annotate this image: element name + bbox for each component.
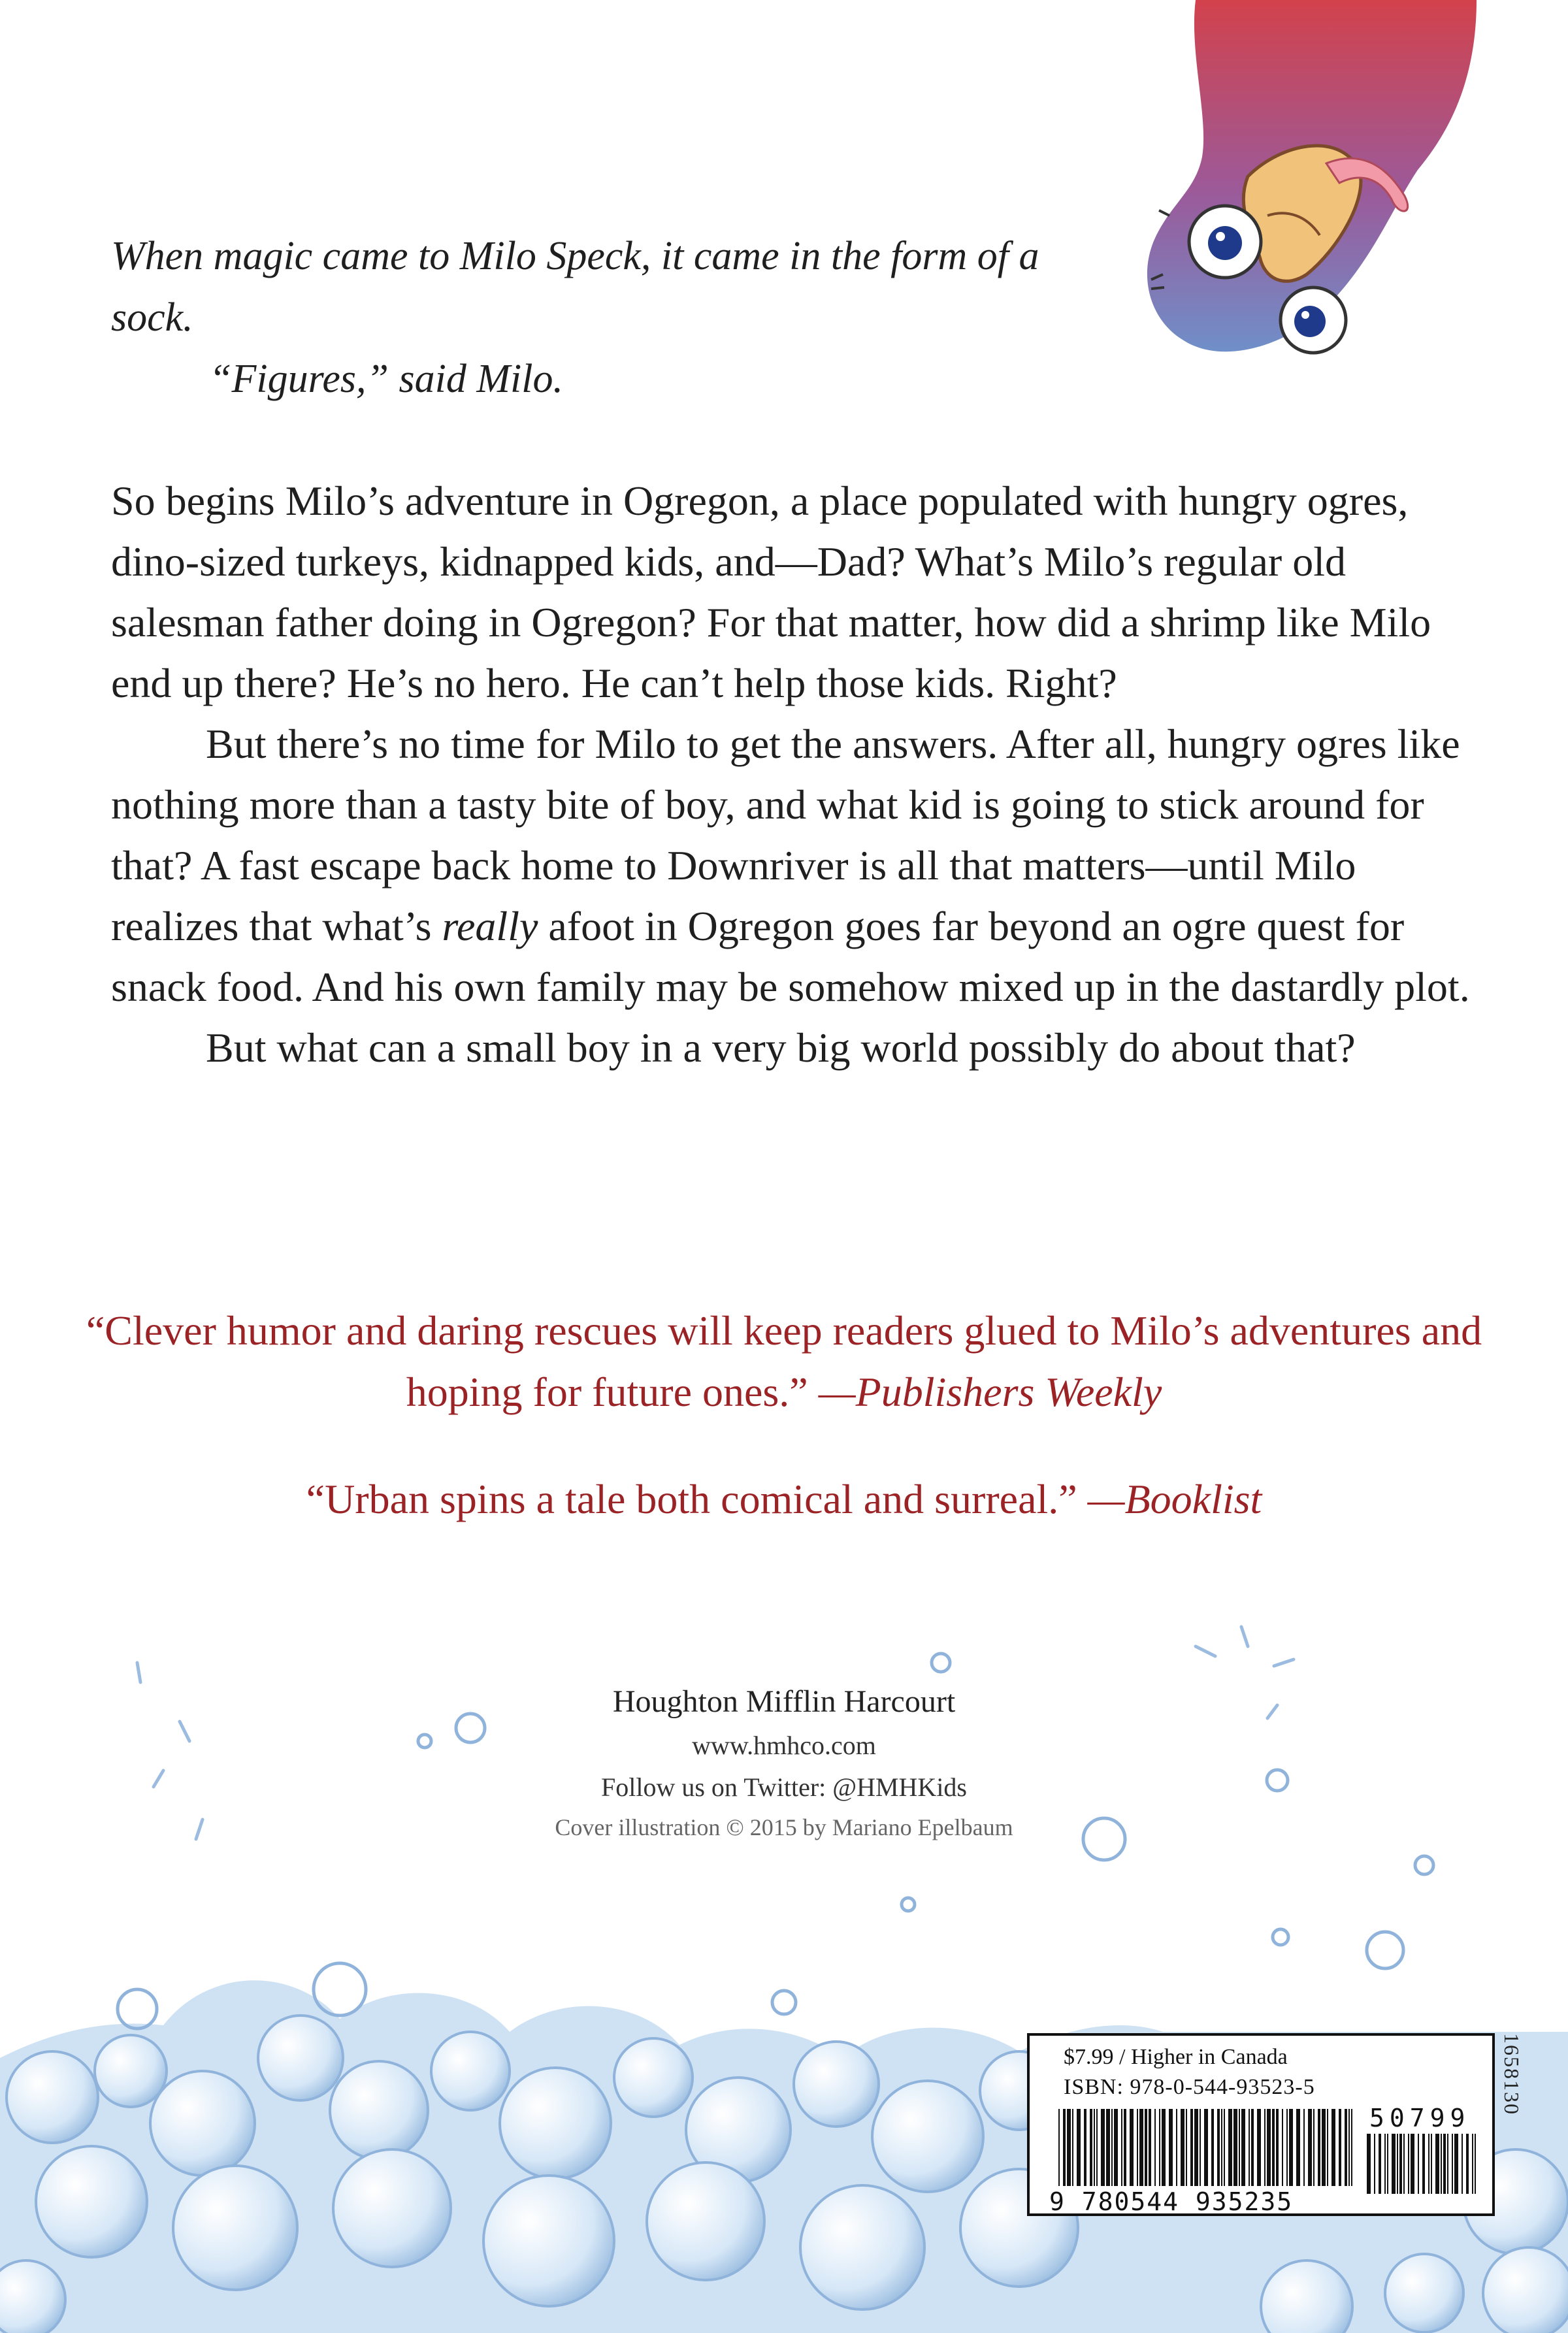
barcode-bar — [1379, 2134, 1381, 2194]
barcode-bar — [1313, 2109, 1315, 2186]
barcode-bar — [1145, 2109, 1147, 2186]
barcode-bar — [1318, 2109, 1320, 2186]
barcode-bar — [1303, 2109, 1305, 2186]
barcode-bar — [1224, 2109, 1225, 2186]
barcode-bar — [1190, 2109, 1193, 2186]
barcode-bar — [1217, 2109, 1220, 2186]
barcode-bar — [1181, 2109, 1184, 2186]
blurb-paragraph-2-end: afoot in Ogregon goes far beyond an ogre quest for snack food. And his own family may be somehow mixed up in the dastardly plot. — [111, 903, 1470, 1010]
review-source: —Publishers Weekly — [818, 1369, 1162, 1415]
addon-barcode-digits: 50799 — [1369, 2104, 1471, 2132]
barcode-bar — [1441, 2134, 1442, 2194]
barcode-bar — [1447, 2134, 1448, 2194]
barcode-bar — [1130, 2109, 1134, 2186]
barcode-bar — [1149, 2109, 1151, 2186]
publisher-info — [392, 1679, 1176, 1846]
barcode-bar — [1072, 2109, 1073, 2186]
barcode-bar — [1159, 2109, 1160, 2186]
barcode-bar — [1475, 2134, 1476, 2194]
barcode-bar — [1176, 2109, 1177, 2186]
publisher-name: Houghton Mifflin Harcourt — [612, 1684, 956, 1719]
barcode-bar — [1137, 2109, 1138, 2186]
vertical-product-code: 1658130 — [1500, 2033, 1524, 2115]
book-blurb — [111, 470, 1490, 1078]
barcode-bar — [1111, 2109, 1113, 2186]
barcode-bar — [1233, 2109, 1237, 2186]
review-quote-booklist — [78, 1469, 1490, 1530]
barcode-bar — [1466, 2134, 1469, 2194]
publisher-twitter: Follow us on Twitter: @HMHKids — [601, 1772, 967, 1802]
barcode-bar — [1452, 2134, 1453, 2194]
barcode-bar — [1399, 2134, 1402, 2194]
barcode-bar — [1139, 2109, 1143, 2186]
barcode-bar — [1322, 2109, 1326, 2186]
barcode-bar — [1272, 2109, 1275, 2186]
barcode-bar — [1084, 2109, 1086, 2186]
barcode-bar — [1204, 2109, 1208, 2186]
isbn-barcode — [1056, 2109, 1356, 2194]
barcode-bar — [1121, 2109, 1122, 2186]
cover-illustration-credit: Cover illustration © 2015 by Mariano Epelbaum — [555, 1814, 1013, 1840]
barcode-bar — [1308, 2109, 1312, 2186]
barcode-bar — [1063, 2109, 1066, 2186]
barcode-bar — [1367, 2134, 1371, 2194]
sock-character-illustration — [1111, 0, 1568, 392]
barcode-bar — [1211, 2109, 1214, 2186]
barcode-bar — [1241, 2109, 1245, 2186]
review-quote-text: “Clever humor and daring rescues will keep readers glued to Milo’s adventures and hoping for future ones.” — [86, 1307, 1482, 1415]
barcode-bar — [1239, 2109, 1240, 2186]
price-isbn-box — [1027, 2033, 1495, 2216]
barcode-bar — [1345, 2109, 1347, 2186]
barcode-bar — [1154, 2109, 1156, 2186]
barcode-bar — [1435, 2134, 1439, 2194]
barcode-bar — [1094, 2109, 1095, 2186]
barcode-bar — [1090, 2109, 1092, 2186]
barcode-bar — [1462, 2134, 1463, 2194]
barcode-bar — [1169, 2109, 1173, 2186]
barcode-bar — [1101, 2109, 1105, 2186]
opening-dialogue: “Figures,” said Milo. — [209, 357, 563, 401]
barcode-bar — [1096, 2109, 1098, 2186]
barcode-bar — [1124, 2109, 1126, 2186]
barcode-bar — [1339, 2109, 1341, 2186]
barcode-bar — [1418, 2134, 1419, 2194]
barcode-bar — [1422, 2134, 1425, 2194]
review-quotes — [78, 1300, 1490, 1576]
barcode-bar — [1327, 2109, 1328, 2186]
barcode-bar — [1384, 2134, 1386, 2194]
barcode-bar — [1408, 2134, 1409, 2194]
barcode-bar — [1228, 2109, 1232, 2186]
barcode-bar — [1397, 2134, 1398, 2194]
barcode-bar — [1186, 2109, 1187, 2186]
barcode-bar — [1251, 2109, 1254, 2186]
barcode-bar — [1296, 2109, 1300, 2186]
barcode-bar — [1351, 2109, 1352, 2186]
barcode-bar — [1276, 2109, 1279, 2186]
barcode-bar — [1114, 2109, 1118, 2186]
barcode-bar — [1403, 2134, 1405, 2194]
barcode-bar — [1106, 2109, 1110, 2186]
publisher-website: www.hmhco.com — [692, 1731, 876, 1760]
barcode-bar — [1472, 2134, 1473, 2194]
barcode-digits: 9 780544 935235 — [1049, 2187, 1294, 2216]
barcode-bar — [1331, 2109, 1335, 2186]
barcode-bar — [1374, 2134, 1375, 2194]
barcode-bar — [1194, 2109, 1198, 2186]
isbn-label: ISBN: 978-0-544-93523-5 — [1064, 2075, 1315, 2099]
price-addon-barcode — [1364, 2134, 1483, 2194]
blurb-paragraph-3: But what can a small boy in a very big world possibly do about that? — [206, 1024, 1356, 1071]
barcode-bar — [1264, 2109, 1266, 2186]
blurb-paragraph-2-start: But there’s no time for Milo to get the answers. After all, hungry ogres like nothing more than a tasty bite of boy, and what kid is going to stick around for that? A fast escape back home to Downriver is all that matters—until Milo realizes that what’s — [111, 721, 1460, 949]
barcode-bar — [1431, 2134, 1432, 2194]
review-source: —Booklist — [1087, 1476, 1262, 1522]
barcode-bar — [1267, 2109, 1271, 2186]
barcode-bar — [1282, 2109, 1283, 2186]
barcode-bar — [1286, 2109, 1288, 2186]
blurb-paragraph-1: So begins Milo’s adventure in Ogregon, a place populated with hungry ogres, dino-sized turkeys, kidnapped kids, and—Dad? What’s Milo’s regular old salesman father doing in Ogregon? For that matter, how did a shrimp like Milo end up there? He’s no hero. He can’t help those kids. Right? — [111, 478, 1431, 706]
barcode-bar — [1200, 2109, 1201, 2186]
barcode-bar — [1058, 2109, 1060, 2186]
barcode-bar — [1067, 2109, 1071, 2186]
barcode-bar — [1257, 2109, 1261, 2186]
barcode-bar — [1162, 2109, 1166, 2186]
barcode-bar — [1387, 2134, 1388, 2194]
barcode-bar — [1454, 2134, 1458, 2194]
review-quote-text: “Urban spins a tale both comical and surreal.” — [306, 1476, 1088, 1522]
blurb-emphasis: really — [442, 903, 538, 949]
opening-line: When magic came to Milo Speck, it came in the form of a sock. — [111, 234, 1039, 340]
barcode-bar — [1289, 2109, 1293, 2186]
price-label: $7.99 / Higher in Canada — [1064, 2045, 1288, 2069]
blurb-paragraph-2 — [111, 713, 1490, 1017]
barcode-bar — [1221, 2109, 1222, 2186]
opening-excerpt — [111, 225, 1130, 410]
barcode-bar — [1392, 2134, 1396, 2194]
barcode-bar — [1077, 2109, 1081, 2186]
barcode-bar — [1411, 2134, 1414, 2194]
barcode-bar — [1249, 2109, 1250, 2186]
barcode-bar — [1428, 2134, 1429, 2194]
barcode-bar — [1443, 2134, 1446, 2194]
review-quote-publishers-weekly — [78, 1300, 1490, 1423]
barcode-bar — [1348, 2109, 1350, 2186]
